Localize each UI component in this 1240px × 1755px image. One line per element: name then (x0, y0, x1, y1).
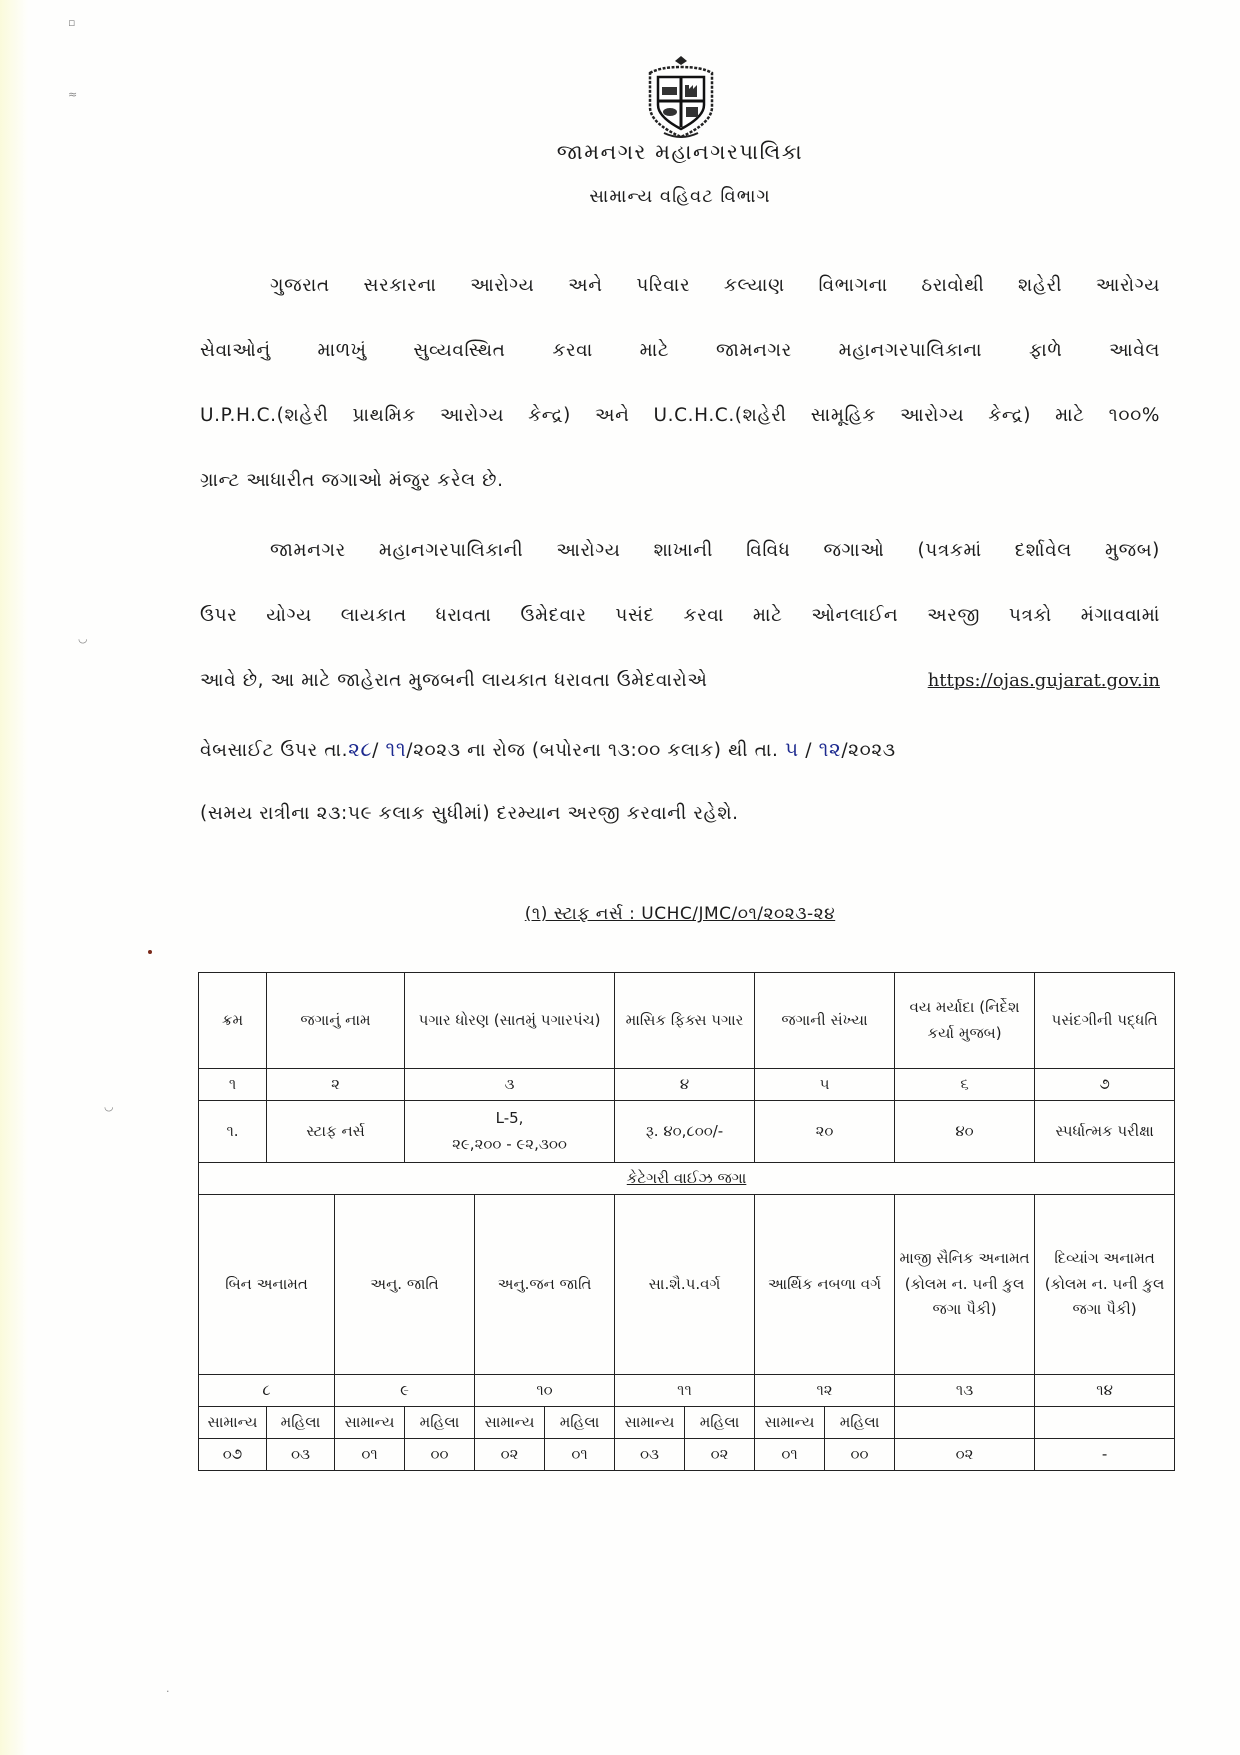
organization-title: જામનગર મહાનગરપાલિકા (556, 140, 804, 164)
cell-pay-scale (405, 1101, 615, 1163)
margin-mark: · (166, 1685, 170, 1698)
sub-empty (895, 1407, 1035, 1439)
header-selection-method: પસંદગીની પદ્ધતિ (1035, 973, 1175, 1069)
department-title: સામાન્ય વહિવટ વિભાગ (589, 186, 771, 207)
value-unreserved-female: ૦૩ (267, 1439, 335, 1471)
column-number: ૧ (199, 1069, 267, 1101)
cell-fixed-pay: રૂ. ૪૦,૮૦૦/- (615, 1101, 755, 1163)
column-number: ૬ (895, 1069, 1035, 1101)
start-day-handwritten: ૨૮ (348, 737, 373, 761)
category-unreserved: બિન અનામત (199, 1195, 335, 1375)
category-ex-servicemen: માજી સૈનિક અનામત (કોલમ ન. ૫ની કુલ જગા પૈકી) (895, 1195, 1035, 1375)
column-number: ૨ (267, 1069, 405, 1101)
paragraph-line: ઉપર યોગ્ય લાયકાત ધરાવતા ઉમેદવાર પસંદ કરવા માટે ઓનલાઈન અરજી પત્રકો મંગાવવામાં (200, 605, 1160, 626)
scan-page-edge (0, 0, 28, 1755)
column-number: ૧૩ (895, 1375, 1035, 1407)
cell-vacancies: ૨૦ (755, 1101, 895, 1163)
paragraph-line: સેવાઓનું માળખું સુવ્યવસ્થિત કરવા માટે જામનગર મહાનગરપાલિકાના ફાળે આવેલ (200, 340, 1160, 361)
sub-female: મહિલા (545, 1407, 615, 1439)
sub-general: સામાન્ય (475, 1407, 545, 1439)
margin-punch-mark: ≈ (68, 88, 78, 101)
sub-general: સામાન્ય (199, 1407, 267, 1439)
sub-female: મહિલા (685, 1407, 755, 1439)
dates-intro-text: વેબસાઈટ ઉપર તા. (200, 740, 349, 761)
end-year-text: /૨૦૨૩ (841, 740, 896, 761)
category-sc: અનુ. જાતિ (335, 1195, 475, 1375)
value-sc-female: ૦૦ (405, 1439, 475, 1471)
table-header-row (199, 973, 1175, 1069)
paragraph-line: ગ્રાન્ટ આધારીત જગાઓ મંજુર કરેલ છે. (200, 470, 504, 491)
column-number: ૭ (1035, 1069, 1175, 1101)
value-sc-general: ૦૧ (335, 1439, 405, 1471)
sub-female: મહિલા (825, 1407, 895, 1439)
column-number: ૫ (755, 1069, 895, 1101)
website-prefix-text: આવે છે, આ માટે જાહેરાત મુજબની લાયકાત ધરાવતા ઉમેદવારોએ (200, 670, 708, 691)
column-number: ૧૦ (475, 1375, 615, 1407)
sub-female: મહિલા (267, 1407, 335, 1439)
cell-selection-method: સ્પર્ધાત્મક પરીક્ષા (1035, 1101, 1175, 1163)
end-month-handwritten: ૧૨ (818, 737, 842, 761)
value-sebc-female: ૦૨ (685, 1439, 755, 1471)
cell-post-name: સ્ટાફ નર્સ (267, 1101, 405, 1163)
pay-range: ૨૯,૨૦૦ - ૯૨,૩૦૦ (452, 1134, 567, 1153)
column-number: ૧૪ (1035, 1375, 1175, 1407)
header-fixed-pay: માસિક ફિક્સ પગાર (615, 973, 755, 1069)
paragraph-line-website (200, 670, 1160, 691)
header-vacancies: જગાની સંખ્યા (755, 973, 895, 1069)
ojas-website-link[interactable]: https://ojas.gujarat.gov.in (927, 670, 1160, 691)
paragraph-line: ગુજરાત સરકારના આરોગ્ય અને પરિવાર કલ્યાણ વિભાગના ઠરાવોથી શહેરી આરોગ્ય (270, 275, 1160, 296)
paragraph-line: U.P.H.C.(શહેરી પ્રાથમિક આરોગ્ય કેન્દ્ર) અને U.C.H.C.(શહેરી સામૂહિક આરોગ્ય કેન્દ્ર) માટે ૧૦૦% (200, 405, 1160, 426)
paragraph-line: (સમય રાત્રીના ૨૩:૫૯ કલાક સુધીમાં) દરમ્યાન અરજી કરવાની રહેશે. (200, 803, 739, 824)
municipal-emblem-icon (642, 55, 720, 145)
value-ews-general: ૦૧ (755, 1439, 825, 1471)
category-st: અનુ.જન જાતિ (475, 1195, 615, 1375)
section-title-staff-nurse: (૧) સ્ટાફ નર્સ : UCHC/JMC/૦૧/૨૦૨૩-૨૪ (524, 904, 836, 924)
margin-fold-mark: ◡ (78, 632, 88, 645)
column-number: ૩ (405, 1069, 615, 1101)
value-sebc-general: ૦૩ (615, 1439, 685, 1471)
vacancy-table (198, 972, 1175, 1471)
category-number-row (199, 1375, 1175, 1407)
date-separator: / (372, 740, 386, 761)
table-row (199, 1101, 1175, 1163)
cell-age-limit: ૪૦ (895, 1101, 1035, 1163)
column-number: ૯ (335, 1375, 475, 1407)
category-heading: કેટેગરી વાઈઝ જગા (626, 1168, 747, 1187)
end-day-handwritten: ૫ (785, 737, 799, 761)
header-pay-scale: પગાર ધોરણ (સાતમું પગારપંચ) (405, 973, 615, 1069)
margin-punch-mark: ▫ (68, 16, 76, 29)
category-disabled: દિવ્યાંગ અનામત (કોલમ ન. ૫ની કુલ જગા પૈકી) (1035, 1195, 1175, 1375)
category-ews: આર્થિક નબળા વર્ગ (755, 1195, 895, 1375)
category-header-row (199, 1195, 1175, 1375)
header-post-name: જગાનું નામ (267, 973, 405, 1069)
value-unreserved-general: ૦૭ (199, 1439, 267, 1471)
column-number: ૪ (615, 1069, 755, 1101)
sub-general: સામાન્ય (335, 1407, 405, 1439)
value-disabled: - (1035, 1439, 1175, 1471)
column-number: ૧૨ (755, 1375, 895, 1407)
sub-general: સામાન્ય (615, 1407, 685, 1439)
value-ews-female: ૦૦ (825, 1439, 895, 1471)
category-heading-row (199, 1163, 1175, 1195)
column-number: ૧૧ (615, 1375, 755, 1407)
paragraph-line: જામનગર મહાનગરપાલિકાની આરોગ્ય શાખાની વિવિધ જગાઓ (પત્રકમાં દર્શાવેલ મુજબ) (270, 540, 1160, 561)
gender-subheader-row (199, 1407, 1175, 1439)
value-st-general: ૦૨ (475, 1439, 545, 1471)
margin-fold-mark: ◡ (104, 1100, 114, 1113)
header-age-limit: વય મર્યાદા (નિર્દેશ કર્યા મુજબ) (895, 973, 1035, 1069)
pay-level: L-5, (495, 1109, 524, 1127)
ink-speck (148, 950, 152, 954)
cell-serial: ૧. (199, 1101, 267, 1163)
category-values-row (199, 1439, 1175, 1471)
category-sebc: સા.શૈ.પ.વર્ગ (615, 1195, 755, 1375)
sub-female: મહિલા (405, 1407, 475, 1439)
sub-general: સામાન્ય (755, 1407, 825, 1439)
start-month-handwritten: ૧૧ (385, 737, 407, 761)
paragraph-line-dates (200, 737, 1160, 761)
value-ex-servicemen: ૦૨ (895, 1439, 1035, 1471)
date-separator: / (798, 740, 819, 761)
sub-empty (1035, 1407, 1175, 1439)
column-number: ૮ (199, 1375, 335, 1407)
header-serial: ક્રમ (199, 973, 267, 1069)
start-year-and-time-text: /૨૦૨૩ ના રોજ (બપોરના ૧૩:૦૦ કલાક) થી તા. (406, 740, 786, 761)
column-number-row (199, 1069, 1175, 1101)
value-st-female: ૦૧ (545, 1439, 615, 1471)
